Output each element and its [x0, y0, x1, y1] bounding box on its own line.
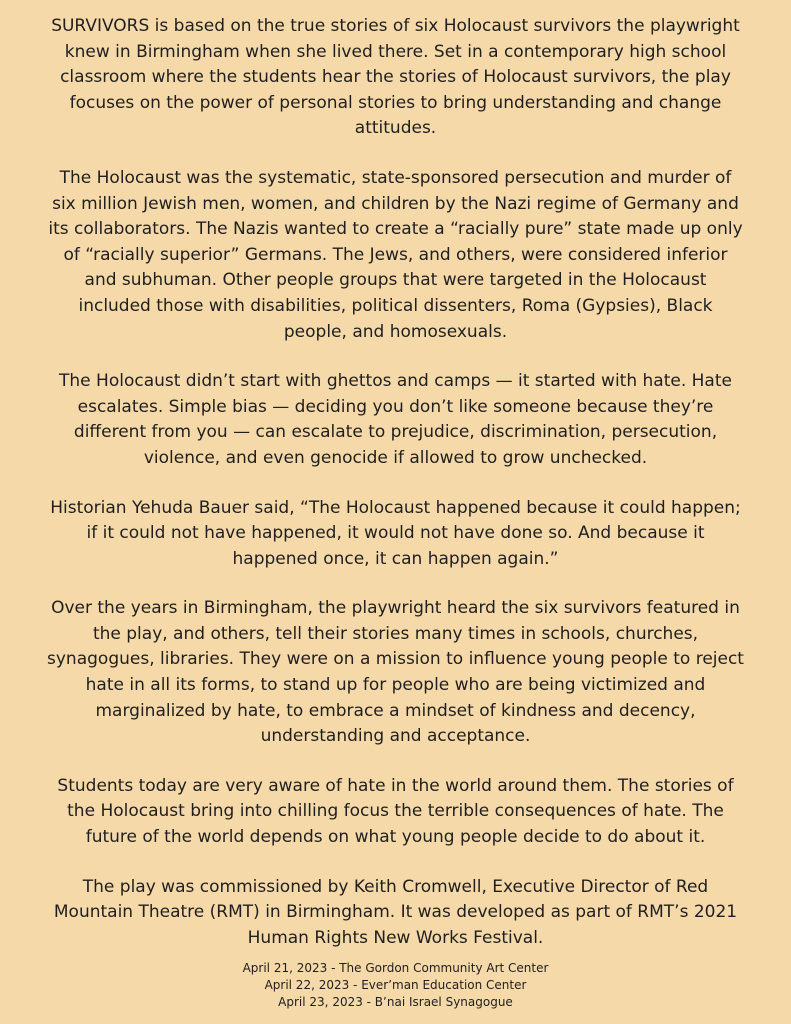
date-line: April 21, 2023 - The Gordon Community Art Center	[242, 961, 549, 975]
performance-dates	[0, 960, 791, 1011]
paragraph-survivors-mission: Over the years in Birmingham, the playwright heard the six survivors featured in the play, and others, tell their stories many times in schools, churches, synagogues, libraries. They were on a mission to influence young people to reject hate in all its forms, to stand up for people who are being victimized and marginalized by hate, to embrace a mindset of kindness and decency, understanding and acceptance.	[47, 598, 744, 747]
paragraph-bauer-quote: Historian Yehuda Bauer said, “The Holocaust happened because it could happen; if it could not have happened, it would not have done so. And because it happened once, it can happen again.”	[50, 497, 741, 569]
paragraph-commission: The play was commissioned by Keith Cromwell, Executive Director of Red Mountain Theatre (RMT) in Birmingham. It was developed as part of RMT’s 2021 Human Rights New Works Festival.	[53, 876, 738, 948]
paragraph-holocaust-definition: The Holocaust was the systematic, state-sponsored persecution and murder of six million Jewish men, women, and children by the Nazi regime of Germany and its collaborators. The Nazis wanted to create a “racially pure” state made up only of “racially superior” Germans. The Jews, and others, were considered inferior and subhuman. Other people groups that were targeted in the Holocaust included those with disabilities, political dissenters, Roma (Gypsies), Black people, and homosexuals.	[48, 167, 743, 342]
date-line: April 22, 2023 - Ever’man Education Center	[264, 978, 527, 992]
paragraph-students-today: Students today are very aware of hate in the world around them. The stories of the Holocaust bring into chilling focus the terrible consequences of hate. The future of the world depends on what young people decide to do about it.	[57, 775, 734, 848]
paragraph-hate-escalates: The Holocaust didn’t start with ghettos and camps — it started with hate. Hate escalates. Simple bias — deciding you don’t like someone because they’re different from you — can escalate to prejudice, discrimination, persecution, violence, and even genocide if allowed to grow unchecked.	[59, 371, 732, 468]
paragraph-intro: SURVIVORS is based on the true stories of six Holocaust survivors the playwright knew in Birmingham when she lived there. Set in a contemporary high school classroom where the students hear the stories of Holocaust survivors, the play focuses on the power of personal stories to bring understanding and change attitudes.	[51, 16, 740, 139]
date-line: April 23, 2023 - B’nai Israel Synagogue	[278, 995, 513, 1009]
